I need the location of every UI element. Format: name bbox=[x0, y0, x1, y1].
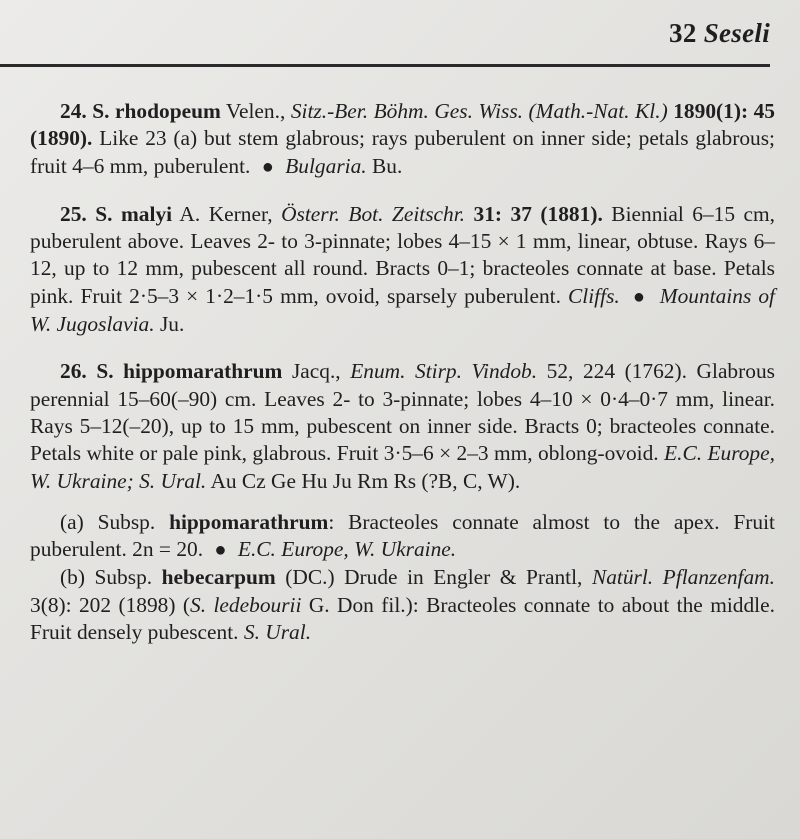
subspecies-b bbox=[30, 564, 775, 646]
distribution: E.C. Europe, W. Ukraine; S. Ural. bbox=[30, 441, 775, 493]
synonym-author: G. Don fil.): bbox=[308, 592, 419, 617]
citation-volume: 52, 224 (1762). bbox=[546, 359, 687, 384]
citation: Natürl. Pflanzenfam. bbox=[591, 565, 775, 590]
page-number: 32 bbox=[669, 18, 697, 48]
header-rule bbox=[0, 64, 770, 67]
species-author: A. Kerner, bbox=[179, 201, 273, 226]
endemic-bullet-icon: ● bbox=[632, 285, 647, 308]
description: Biennial 6–15 cm, puberulent above. Leaves 2- to 3-pinnate; lobes 4–15 × 1 mm, linear, obtuse. Rays 6–12, up to 12 mm, pubescent all round. Bracts 0–1; bracteoles connate at base. Petals pink. Fruit 2·5–3 × 1·2–1·5 mm, ovoid, sparsely puberulent. bbox=[30, 201, 776, 308]
citation-volume: 1890(1): 45 (1890). bbox=[30, 99, 775, 151]
running-head bbox=[669, 18, 770, 49]
subspecies-label: (b) Subsp. bbox=[60, 565, 153, 590]
citation: Sitz.-Ber. Böhm. Ges. Wiss. (Math.-Nat. Kl.) bbox=[290, 99, 668, 123]
entry-number: 26. bbox=[60, 359, 87, 384]
distribution: Bulgaria. bbox=[285, 153, 367, 178]
species-author: Velen., bbox=[225, 99, 286, 123]
species-entry-24 bbox=[30, 98, 775, 181]
region-codes: Au Cz Ge Hu Ju Rm Rs (?B, C, W). bbox=[210, 468, 521, 493]
subspecies-name: hippomarathrum bbox=[169, 509, 329, 534]
entry-number: 24. bbox=[60, 99, 87, 123]
genus-title: Seseli bbox=[703, 18, 770, 48]
endemic-bullet-icon: ● bbox=[214, 539, 227, 562]
citation: Enum. Stirp. Vindob. bbox=[350, 359, 538, 384]
description: : Bracteoles connate almost to the apex. Fruit puberulent. 2n = 20. bbox=[30, 509, 775, 562]
subspecies-label: (a) Subsp. bbox=[60, 509, 156, 534]
page-header bbox=[0, 0, 800, 70]
citation-volume: 3(8): 202 (1898) bbox=[30, 592, 176, 617]
species-entry-25 bbox=[30, 201, 775, 338]
species-name: S. malyi bbox=[95, 201, 173, 226]
species-entry-26 bbox=[30, 358, 775, 494]
species-author: Jacq., bbox=[291, 359, 341, 384]
region-codes: Ju. bbox=[159, 312, 185, 337]
synonym-paren: ( bbox=[182, 592, 191, 617]
habitat: Cliffs. bbox=[568, 283, 620, 308]
subspecies-name: hebecarpum bbox=[161, 565, 276, 590]
distribution: Mountains of W. Jugoslavia. bbox=[30, 283, 775, 337]
entry-number: 25. bbox=[60, 201, 87, 226]
description: Like 23 (a) but stem glabrous; rays puberulent on inner side; petals glabrous; fruit 4–6 mm, puberulent. bbox=[30, 126, 776, 178]
citation: Österr. Bot. Zeitschr. bbox=[281, 201, 466, 226]
endemic-bullet-icon: ● bbox=[261, 155, 274, 178]
species-name: S. rhodopeum bbox=[92, 99, 221, 123]
citation-volume: 31: 37 (1881). bbox=[473, 201, 603, 226]
description: Bracteoles connate to about the middle. Fruit densely pubescent. bbox=[30, 592, 775, 645]
synonym: S. ledebourii bbox=[190, 592, 302, 617]
region-codes: Bu. bbox=[371, 153, 403, 178]
species-name: S. hippomarathrum bbox=[96, 359, 283, 384]
distribution: E.C. Europe, W. Ukraine. bbox=[237, 537, 457, 562]
description: Glabrous perennial 15–60(–90) cm. Leaves 2- to 3-pinnate; lobes 4–10 × 0·4–0·7 mm, linear. Rays 5–12(–20), up to 15 mm, pubescent on inner side. Bracts 0; bracteoles connate. Petals white or pale pink, glabrous. Fruit 3·5–6 × 2–3 mm, oblong-ovoid. bbox=[30, 359, 775, 466]
distribution: S. Ural. bbox=[243, 620, 312, 645]
subspecies-author: (DC.) Drude in Engler & Prantl, bbox=[285, 565, 583, 590]
subspecies-a bbox=[30, 509, 775, 565]
page-body bbox=[30, 98, 775, 646]
